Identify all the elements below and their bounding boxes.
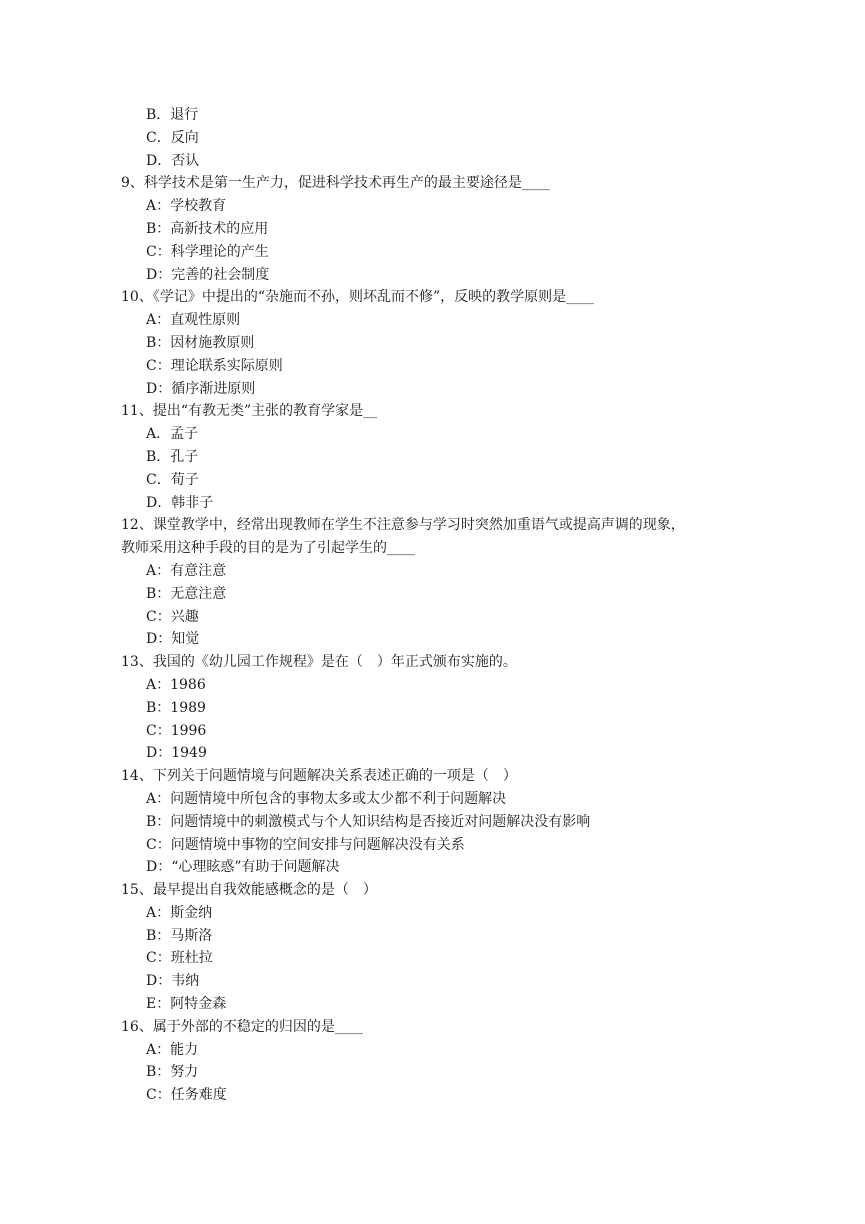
answer-option: C：兴趣 — [146, 608, 199, 625]
question-text: 16、属于外部的不稳定的归因的是____ — [121, 1018, 363, 1035]
answer-option: D：循序渐进原则 — [146, 380, 256, 397]
answer-option: B：无意注意 — [146, 585, 227, 602]
answer-option: B：1989 — [146, 699, 206, 716]
answer-option: A：学校教育 — [146, 198, 227, 215]
question-text: 10、《学记》中提出的“杂施而不孙，则坏乱而不修”，反映的教学原则是____ — [121, 289, 595, 306]
answer-option: B：努力 — [146, 1064, 199, 1081]
answer-option: C：任务难度 — [146, 1087, 227, 1104]
answer-option: B．退行 — [146, 107, 199, 123]
question-text: 11、提出“有教无类”主张的教育学家是__ — [121, 403, 378, 420]
answer-option: C：科学理论的产生 — [146, 243, 269, 260]
answer-option: D．韩非子 — [146, 494, 214, 511]
question-text: 12、课堂教学中，经常出现教师在学生不注意参与学习时突然加重语气或提高声调的现象， — [121, 517, 685, 534]
answer-option: C：班杜拉 — [146, 950, 213, 967]
answer-option: A：直观性原则 — [146, 312, 241, 329]
answer-option: C．反向 — [146, 129, 199, 146]
answer-option: B：问题情境中的刺激模式与个人知识结构是否接近对问题解决没有影响 — [146, 813, 591, 830]
answer-option: B：因材施教原则 — [146, 334, 255, 351]
answer-option: B．孔子 — [146, 448, 199, 465]
answer-option: A：问题情境中所包含的事物太多或太少都不利于问题解决 — [146, 790, 507, 807]
answer-option: C：1996 — [146, 722, 207, 739]
answer-option: C．荀子 — [146, 471, 199, 488]
answer-option: A：能力 — [146, 1041, 199, 1058]
answer-option: A：1986 — [146, 676, 206, 693]
answer-option: A．孟子 — [146, 426, 199, 443]
question-text: 9、科学技术是第一生产力，促进科学技术再生产的最主要途径是____ — [121, 175, 550, 192]
answer-option: A：有意注意 — [146, 562, 227, 579]
question-text: 13、我国的《幼儿园工作规程》是在（ ）年正式颁布实施的。 — [121, 654, 517, 671]
answer-option: B：马斯洛 — [146, 927, 213, 944]
answer-option: A：斯金纳 — [146, 904, 213, 921]
answer-option: C：问题情境中事物的空间安排与问题解决没有关系 — [146, 836, 465, 853]
answer-option: D：知觉 — [146, 631, 200, 648]
answer-option: D：“心理眩惑”有助于问题解决 — [146, 859, 340, 876]
question-text: 教师采用这种手段的目的是为了引起学生的____ — [121, 540, 415, 557]
answer-option: B：高新技术的应用 — [146, 220, 269, 237]
question-text: 14、下列关于问题情境与问题解决关系表述正确的一项是（ ） — [121, 768, 517, 785]
answer-option: D：完善的社会制度 — [146, 266, 270, 283]
answer-option: D：1949 — [146, 745, 207, 762]
answer-option: E：阿特金森 — [146, 996, 227, 1013]
question-list — [121, 104, 741, 1107]
answer-option: C：理论联系实际原则 — [146, 357, 283, 374]
answer-option: D．否认 — [146, 152, 200, 169]
question-text: 15、最早提出自我效能感概念的是（ ） — [121, 882, 377, 899]
answer-option: D：韦纳 — [146, 973, 200, 990]
